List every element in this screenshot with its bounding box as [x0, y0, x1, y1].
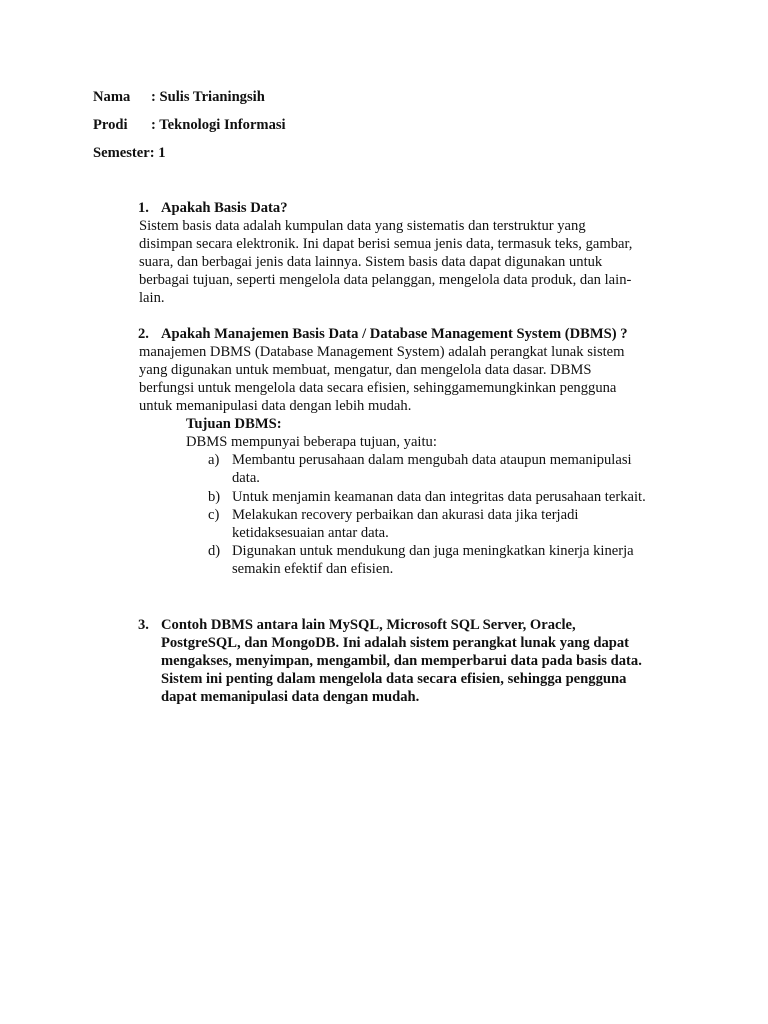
q3-number: 3.	[138, 617, 149, 633]
dbms-goals-intro: DBMS mempunyai beberapa tujuan, yaitu:	[186, 434, 437, 450]
list-marker: b)	[208, 489, 221, 505]
list-item-line: ketidaksesuaian antar data.	[232, 525, 389, 541]
name-label: Nama	[93, 89, 131, 105]
dbms-goals-heading: Tujuan DBMS:	[186, 416, 282, 432]
paragraph-line: lain.	[139, 290, 165, 306]
list-item-line: Untuk menjamin keamanan data dan integritas data perusahaan terkait.	[232, 489, 646, 505]
list-item-line: data.	[232, 470, 260, 486]
q1-paragraph	[139, 217, 671, 307]
list-marker: a)	[208, 452, 220, 468]
prodi-value: : Teknologi Informasi	[151, 117, 286, 133]
q1-title: Apakah Basis Data?	[161, 200, 288, 216]
q1-number: 1.	[138, 200, 149, 216]
prodi-label: Prodi	[93, 117, 128, 133]
q2-paragraph	[139, 343, 671, 415]
paragraph-line: yang digunakan untuk membuat, mengatur, dan mengelola data dasar. DBMS	[139, 362, 592, 378]
list-item-line: Digunakan untuk mendukung dan juga meningkatkan kinerja kinerja	[232, 543, 634, 559]
q2-title: Apakah Manajemen Basis Data / Database Management System (DBMS) ?	[161, 326, 628, 342]
paragraph-line: Sistem ini penting dalam mengelola data secara efisien, sehingga pengguna	[161, 671, 627, 687]
list-item-line: semakin efektif dan efisien.	[232, 561, 394, 577]
q3-paragraph	[161, 616, 681, 706]
name-value: : Sulis Trianingsih	[151, 89, 265, 105]
paragraph-line: berbagai tujuan, seperti mengelola data pelanggan, mengelola data produk, dan lain-	[139, 272, 632, 288]
paragraph-line: PostgreSQL, dan MongoDB. Ini adalah sistem perangkat lunak yang dapat	[161, 635, 630, 651]
list-item-line: Melakukan recovery perbaikan dan akurasi data jika terjadi	[232, 507, 579, 523]
name-row	[93, 88, 265, 106]
prodi-row	[93, 116, 286, 134]
paragraph-line: berfungsi untuk mengelola data secara efisien, sehinggamemungkinkan pengguna	[139, 380, 617, 396]
paragraph-line: suara, dan berbagai jenis data lainnya. Sistem basis data dapat digunakan untuk	[139, 254, 603, 270]
paragraph-line: mengakses, menyimpan, mengambil, dan memperbarui data pada basis data.	[161, 653, 642, 669]
semester-label: Semester: 1	[93, 145, 166, 161]
paragraph-line: untuk memanipulasi data dengan lebih mudah.	[139, 398, 412, 414]
paragraph-line: manajemen DBMS (Database Management System) adalah perangkat lunak sistem	[139, 344, 625, 360]
q2-number: 2.	[138, 326, 149, 342]
paragraph-line: dapat memanipulasi data dengan mudah.	[161, 689, 420, 705]
list-marker: d)	[208, 543, 221, 559]
paragraph-line: disimpan secara elektronik. Ini dapat berisi semua jenis data, termasuk teks, gambar,	[139, 236, 633, 252]
paragraph-line: Sistem basis data adalah kumpulan data yang sistematis dan terstruktur yang	[139, 218, 586, 234]
list-item-line: Membantu perusahaan dalam mengubah data ataupun memanipulasi	[232, 452, 632, 468]
semester-row	[93, 144, 166, 162]
paragraph-line: Contoh DBMS antara lain MySQL, Microsoft SQL Server, Oracle,	[161, 617, 576, 633]
list-marker: c)	[208, 507, 220, 523]
